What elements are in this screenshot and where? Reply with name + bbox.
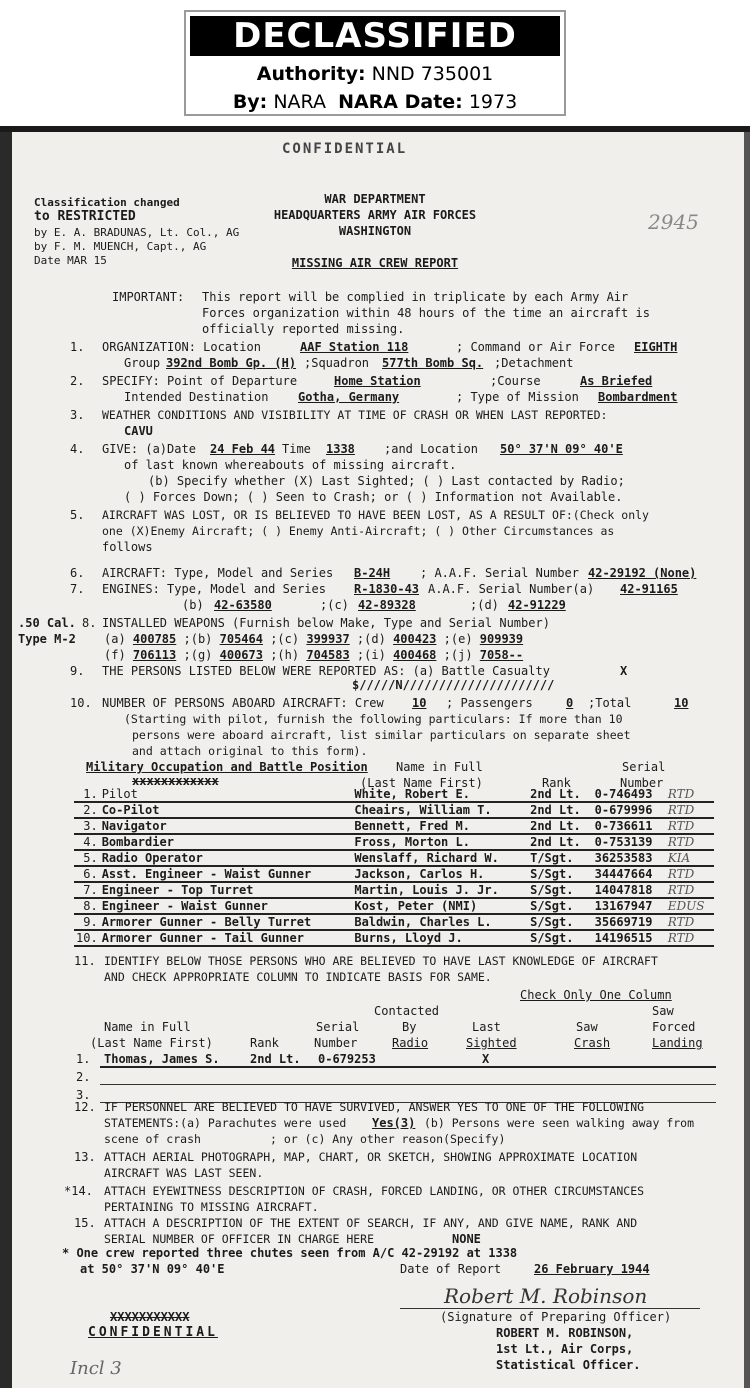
crew-position: Armorer Gunner - Belly Turret	[100, 914, 353, 930]
table-row	[74, 802, 714, 818]
command-value: EIGHTH	[634, 340, 678, 354]
time-value: 1338	[326, 442, 355, 456]
officer-title: Statistical Officer.	[496, 1358, 641, 1372]
crew-num: 2.	[74, 802, 100, 818]
date-value: 24 Feb 44	[210, 442, 276, 456]
form-title: MISSING AIR CREW REPORT	[291, 256, 459, 270]
casualty-mark: X	[620, 664, 628, 678]
crew-rank: 2nd Lt.	[528, 834, 593, 850]
whereabouts-text: of last known whereabouts of missing aircraft.	[124, 458, 457, 472]
crew-serial: 0-753139	[593, 834, 666, 850]
cal-note-2: Type M-2	[18, 632, 76, 646]
item-2-num: 2.	[70, 374, 85, 388]
rank-header: Rank	[542, 776, 571, 790]
crew-num: 3.	[74, 818, 100, 834]
crew-serial: 35669719	[593, 914, 666, 930]
struck-header: xxxxxxxxxxxx	[132, 774, 219, 788]
classification-date: Date MAR 15	[34, 254, 107, 267]
search-officer-value: NONE	[452, 1232, 481, 1246]
serial-header: Serial	[622, 760, 666, 774]
crew-name: Kost, Peter (NMI)	[352, 898, 528, 914]
item-14-line-1: ATTACH EYEWITNESS DESCRIPTION OF CRASH, FORCED LANDING, OR OTHER CIRCUMSTANCES	[104, 1184, 645, 1198]
struck-text: $/////N/////////////////////	[352, 678, 555, 692]
crew-note: RTD	[666, 818, 714, 834]
item-8-num: 8.	[82, 616, 97, 630]
item-11-num: 11.	[74, 954, 96, 968]
crew-serial: 0-746493	[593, 786, 666, 802]
officer-signature: Robert M. Robinson	[444, 1284, 648, 1308]
table-row	[74, 898, 714, 914]
crew-note: RTD	[666, 930, 714, 946]
weather-value: CAVU	[124, 424, 153, 438]
witness-serial: 0-679253	[318, 1052, 376, 1066]
name-header: Name in Full	[396, 760, 483, 774]
item-3-num: 3.	[70, 408, 85, 422]
crew-count: 10	[412, 696, 427, 710]
witness-name: Thomas, James S.	[104, 1052, 220, 1066]
group-label: Group	[124, 356, 161, 370]
bottom-classification: CONFIDENTIAL	[88, 1325, 218, 1340]
crew-note: EDUS	[666, 898, 714, 914]
serial-header-2: Number	[620, 776, 664, 790]
h-last: Last	[472, 1020, 501, 1034]
crew-name: Burns, Lloyd J.	[352, 930, 528, 946]
crew-name: Baldwin, Charles L.	[352, 914, 528, 930]
declassified-stamp	[184, 10, 566, 116]
total-label: ;Total	[588, 696, 632, 710]
crew-serial: 36253583	[593, 850, 666, 866]
engine-d-label: ;(d)	[470, 598, 499, 612]
check-one-column: Check Only One Column	[520, 988, 672, 1002]
h-name: Name in Full	[104, 1020, 191, 1034]
table-row	[74, 914, 714, 930]
stamp-title: DECLASSIFIED	[190, 16, 560, 56]
top-classification: CONFIDENTIAL	[282, 141, 408, 157]
crew-note-2: persons were aboard aircraft, list similar particulars on separate sheet	[132, 728, 631, 742]
crash-options: ( ) Forces Down; ( ) Seen to Crash; or ( ) Information not Available.	[124, 490, 623, 504]
position-header: Military Occupation and Battle Position	[86, 760, 368, 774]
mission-value: Bombardment	[598, 390, 678, 404]
cause-line-3: follows	[102, 540, 153, 554]
crew-name: Martin, Louis J. Jr.	[352, 882, 528, 898]
departure-label: SPECIFY: Point of Departure	[102, 374, 298, 388]
witness-sighted-mark: X	[482, 1052, 490, 1066]
date-label: GIVE: (a)Date	[102, 442, 196, 456]
crew-position: Asst. Engineer - Waist Gunner	[100, 866, 353, 882]
item-12-other: ; or (c) Any other reason(Specify)	[270, 1132, 506, 1146]
crew-position: Engineer - Top Turret	[100, 882, 353, 898]
engine-c-label: ;(c)	[320, 598, 349, 612]
h-rank: Rank	[250, 1036, 279, 1050]
table-row	[74, 818, 714, 834]
engines-label: ENGINES: Type, Model and Series	[102, 582, 326, 596]
item-13-line-1: ATTACH AERIAL PHOTOGRAPH, MAP, CHART, OR SKETCH, SHOWING APPROXIMATE LOCATION	[104, 1150, 638, 1164]
item-6-num: 6.	[70, 566, 85, 580]
item-9-num: 9.	[70, 664, 85, 678]
crew-num: 7.	[74, 882, 100, 898]
crew-rank: 2nd Lt.	[528, 818, 593, 834]
crew-rank: S/Sgt.	[528, 866, 593, 882]
scanned-document	[0, 126, 750, 1388]
h-landing: Landing	[652, 1036, 703, 1050]
h-contacted: Contacted	[374, 1004, 440, 1018]
footnote-1: * One crew reported three chutes seen from A/C 42-29192 at 1338	[62, 1246, 518, 1260]
handwritten-note: Incl 3	[70, 1358, 122, 1379]
important-line-1: This report will be complied in triplicate by each Army Air	[202, 290, 629, 304]
dept-heading: WAR DEPARTMENT	[324, 192, 426, 206]
item-4-num: 4.	[70, 442, 85, 456]
crew-note: RTD	[666, 914, 714, 930]
crew-num: 10.	[76, 931, 98, 945]
weapons-row-2: (f) 706113 ;(g) 400673 ;(h) 704583 ;(i) 400468 ;(j) 7058--	[104, 648, 524, 662]
course-value: As Briefed	[580, 374, 653, 388]
crew-rank: S/Sgt.	[528, 930, 593, 946]
engine-type: R-1830-43	[354, 582, 420, 596]
crew-position: Bombardier	[100, 834, 353, 850]
casualty-label: THE PERSONS LISTED BELOW WERE REPORTED AS: (a) Battle Casualty	[102, 664, 550, 678]
crew-serial: 34447664	[593, 866, 666, 882]
engine-b-label: (b)	[182, 598, 204, 612]
total-count: 10	[674, 696, 689, 710]
destination-label: Intended Destination	[124, 390, 269, 404]
crew-note: RTD	[666, 786, 714, 802]
crew-note: RTD	[666, 866, 714, 882]
classification-changed: Classification changed	[34, 196, 180, 209]
table-row	[74, 866, 714, 882]
important-line-2: Forces organization within 48 hours of the time an aircraft is	[202, 306, 650, 320]
crew-position: Pilot	[100, 786, 353, 802]
table-row	[74, 786, 714, 802]
crew-position: Radio Operator	[100, 850, 353, 866]
crew-serial: 0-736611	[593, 818, 666, 834]
weapons-label: INSTALLED WEAPONS (Furnish below Make, Type and Serial Number)	[102, 616, 550, 630]
crew-name: Jackson, Carlos H.	[352, 866, 528, 882]
officer-name: ROBERT M. ROBINSON,	[496, 1326, 634, 1340]
crew-note: KIA	[666, 850, 714, 866]
table-row	[74, 930, 714, 946]
table-row	[74, 882, 714, 898]
aircraft-label: AIRCRAFT: Type, Model and Series	[102, 566, 334, 580]
important-line-3: officially reported missing.	[202, 322, 405, 336]
crew-table	[74, 786, 714, 947]
witness-rank: 2nd Lt.	[250, 1052, 301, 1066]
crew-serial: 14047818	[593, 882, 666, 898]
witness-row-num-1: 1.	[76, 1052, 91, 1066]
h-name-2: (Last Name First)	[90, 1036, 213, 1050]
crew-name: White, Robert E.	[352, 786, 528, 802]
crew-position: Engineer - Waist Gunner	[100, 898, 353, 914]
engine-c: 42-89328	[358, 598, 416, 612]
h-saw: Saw	[576, 1020, 598, 1034]
aircraft-serial-label: ; A.A.F. Serial Number	[420, 566, 579, 580]
h-by: By	[402, 1020, 417, 1034]
h-forced: Forced	[652, 1020, 696, 1034]
crew-num: 1.	[74, 786, 100, 802]
command-label: ; Command or Air Force	[456, 340, 615, 354]
item-12-num: 12.	[74, 1100, 96, 1114]
cal-note-1: .50 Cal.	[18, 616, 76, 630]
item-12-scene: scene of crash	[104, 1132, 201, 1146]
crew-name: Wenslaff, Richard W.	[352, 850, 528, 866]
table-row	[74, 850, 714, 866]
squadron-value: 577th Bomb Sq.	[382, 356, 484, 370]
h-serial: Serial	[316, 1020, 360, 1034]
crew-num: 8.	[74, 898, 100, 914]
cause-line-2: one (X)Enemy Aircraft; ( ) Enemy Anti-Aircraft; ( ) Other Circumstances as	[102, 524, 615, 538]
squadron-label: ;Squadron	[304, 356, 370, 370]
item-7-num: 7.	[70, 582, 85, 596]
crew-num: 9.	[74, 914, 100, 930]
weather-label: WEATHER CONDITIONS AND VISIBILITY AT TIME OF CRASH OR WHEN LAST REPORTED:	[102, 408, 608, 422]
engine-b: 42-63580	[214, 598, 272, 612]
witness-row-num-2: 2.	[76, 1070, 91, 1084]
coordinates-value: 50° 37'N 09° 40'E	[500, 442, 623, 456]
crew-name: Cheairs, William T.	[352, 802, 528, 818]
crew-rank: 2nd Lt.	[528, 786, 593, 802]
crew-name: Bennett, Fred M.	[352, 818, 528, 834]
name-header-2: (Last Name First)	[360, 776, 483, 790]
aircraft-type: B-24H	[354, 566, 391, 580]
important-label: IMPORTANT:	[112, 290, 185, 304]
item-12-line-2: STATEMENTS:(a) Parachutes were used	[104, 1116, 347, 1130]
witness-row-num-3: 3.	[76, 1088, 91, 1102]
h-radio: Radio	[392, 1036, 429, 1050]
footnote-2: at 50° 37'N 09° 40'E	[80, 1262, 225, 1276]
h-saw-2: Saw	[652, 1004, 674, 1018]
h-sighted: Sighted	[466, 1036, 517, 1050]
report-date-label: Date of Report	[400, 1262, 502, 1276]
crew-num: 6.	[74, 866, 100, 882]
h-serial-2: Number	[314, 1036, 358, 1050]
departure-value: Home Station	[334, 374, 421, 388]
classification-by-2: by F. M. MUENCH, Capt., AG	[34, 240, 207, 253]
item-5-num: 5.	[70, 508, 85, 522]
officer-rank: 1st Lt., Air Corps,	[496, 1342, 634, 1356]
engine-d: 42-91229	[508, 598, 566, 612]
item-14-num: *14.	[64, 1184, 93, 1198]
item-1-num: 1.	[70, 340, 85, 354]
sighted-options: (b) Specify whether (X) Last Sighted; ( ) Last contacted by Radio;	[148, 474, 625, 488]
item-10-num: 10.	[70, 696, 92, 710]
item-12-line-1: IF PERSONNEL ARE BELIEVED TO HAVE SURVIVED, ANSWER YES TO ONE OF THE FOLLOWING	[104, 1100, 645, 1114]
crew-rank: S/Sgt.	[528, 914, 593, 930]
crew-num: 5.	[74, 850, 100, 866]
passengers-count: 0	[566, 696, 574, 710]
crew-rank: T/Sgt.	[528, 850, 593, 866]
weapons-row-1: (a) 400785 ;(b) 705464 ;(c) 399937 ;(d) 400423 ;(e) 909939	[104, 632, 524, 646]
passengers-label: ; Passengers	[446, 696, 533, 710]
destination-value: Gotha, Germany	[298, 390, 400, 404]
item-12-walking: (b) Persons were seen walking away from	[424, 1116, 695, 1130]
item-15-num: 15.	[74, 1216, 96, 1230]
crew-note-3: and attach original to this form).	[132, 744, 368, 758]
crew-position: Armorer Gunner - Tail Gunner	[100, 930, 353, 946]
crew-serial: 13167947	[593, 898, 666, 914]
table-row	[74, 834, 714, 850]
item-15-line-1: ATTACH A DESCRIPTION OF THE EXTENT OF SEARCH, IF ANY, AND GIVE NAME, RANK AND	[104, 1216, 638, 1230]
item-11-line-2: AND CHECK APPROPRIATE COLUMN TO INDICATE BASIS FOR SAME.	[104, 970, 492, 984]
loc-label: ;and Location	[384, 442, 478, 456]
item-13-line-2: AIRCRAFT WAS LAST SEEN.	[104, 1166, 264, 1180]
location-value: AAF Station 118	[300, 340, 409, 354]
crew-num: 4.	[74, 834, 100, 850]
struck-bottom-mark: XXXXXXXXXXX	[110, 1310, 190, 1324]
mission-label: ; Type of Mission	[456, 390, 579, 404]
crew-label: NUMBER OF PERSONS ABOARD AIRCRAFT: Crew	[102, 696, 384, 710]
crew-rank: 2nd Lt.	[528, 802, 593, 818]
crew-position: Co-Pilot	[100, 802, 353, 818]
city-heading: WASHINGTON	[338, 224, 412, 238]
hq-heading: HEADQUARTERS ARMY AIR FORCES	[273, 208, 477, 222]
group-value: 392nd Bomb Gp. (H)	[166, 356, 297, 370]
crew-note-1: (Starting with pilot, furnish the following particulars: If more than 10	[124, 712, 623, 726]
time-label: Time	[282, 442, 311, 456]
classification-to: to RESTRICTED	[34, 209, 136, 224]
report-date-value: 26 February 1944	[534, 1262, 650, 1276]
crew-note: RTD	[666, 882, 714, 898]
classification-by-1: by E. A. BRADUNAS, Lt. Col., AG	[34, 226, 240, 239]
crew-rank: S/Sgt.	[528, 882, 593, 898]
cause-line-1: AIRCRAFT WAS LOST, OR IS BELIEVED TO HAVE BEEN LOST, AS A RESULT OF:(Check only	[102, 508, 649, 522]
engine-a: 42-91165	[620, 582, 678, 596]
crew-serial: 14196515	[593, 930, 666, 946]
stamp-authority: Authority: NND 735001	[256, 63, 494, 85]
crew-note: RTD	[666, 834, 714, 850]
course-label: ;Course	[490, 374, 541, 388]
signature-caption: (Signature of Preparing Officer)	[440, 1310, 672, 1324]
crew-serial: 0-679996	[593, 802, 666, 818]
crew-name: Fross, Morton L.	[352, 834, 528, 850]
crew-rank: S/Sgt.	[528, 898, 593, 914]
item-11-line-1: IDENTIFY BELOW THOSE PERSONS WHO ARE BELIEVED TO HAVE LAST KNOWLEDGE OF AIRCRAFT	[104, 954, 658, 968]
detachment-label: ;Detachment	[494, 356, 574, 370]
item-15-line-2: SERIAL NUMBER OF OFFICER IN CHARGE HERE	[104, 1232, 375, 1246]
engine-serial-label: A.A.F. Serial Number(a)	[428, 582, 595, 596]
crew-position: Navigator	[100, 818, 353, 834]
page-mark: 2945	[648, 210, 699, 234]
item-14-line-2: PERTAINING TO MISSING AIRCRAFT.	[104, 1200, 319, 1214]
stamp-by: By: NARA NARA Date: 1973	[232, 91, 518, 113]
h-crash: Crash	[574, 1036, 611, 1050]
item-1-label: ORGANIZATION: Location	[102, 340, 261, 354]
item-13-num: 13.	[74, 1150, 96, 1164]
crew-note: RTD	[666, 802, 714, 818]
aircraft-serial: 42-29192 (None)	[588, 566, 697, 580]
parachutes-yes: Yes(3)	[372, 1116, 416, 1130]
